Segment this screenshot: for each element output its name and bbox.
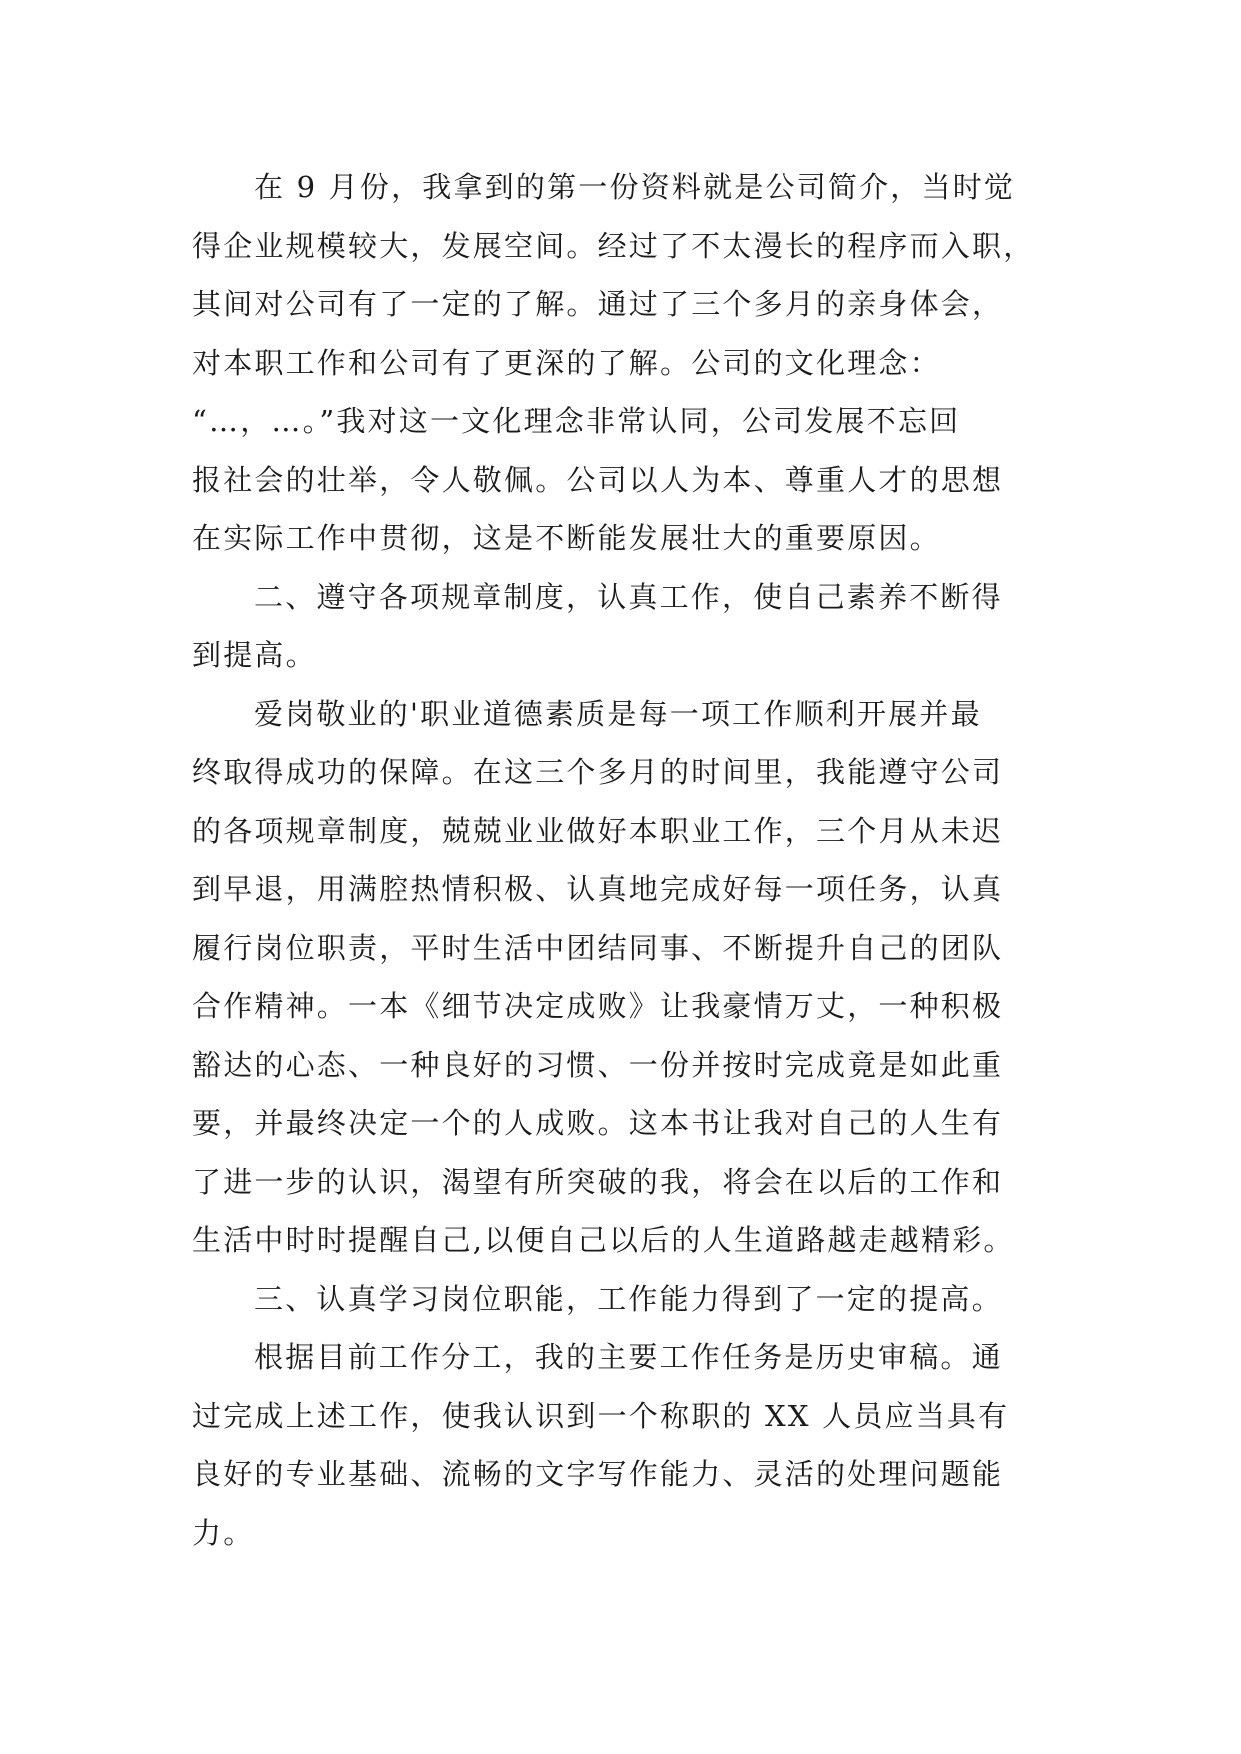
text-line: 根据目前工作分工，我的主要工作任务是历史审稿。通 — [254, 1340, 1003, 1374]
text-line: 合作精神。一本《细节决定成败》让我豪情万丈，一种积极 — [192, 989, 1004, 1023]
text-line: 力。 — [192, 1515, 255, 1550]
text-line: 要，并最终决定一个的人成败。这本书让我对自己的人生有 — [192, 1106, 1004, 1140]
text-line: 爱岗敬业的'职业道德素质是每一项工作顺利开展并最 — [254, 696, 982, 731]
text-line: 良好的专业基础、流畅的文字写作能力、灵活的处理问题能 — [192, 1457, 1004, 1491]
text-line: 生活中时时提醒自己,以便自己以后的人生道路越走越精彩。 — [192, 1223, 1015, 1257]
text-line: 报社会的壮举，令人敬佩。公司以人为本、尊重人才的思想 — [192, 462, 1004, 497]
text-line: 对本职工作和公司有了更深的了解。公司的文化理念： — [192, 345, 941, 380]
text-line: 三、认真学习岗位职能，工作能力得到了一定的提高。 — [254, 1281, 1003, 1316]
text-line: 的各项规章制度，兢兢业业做好本职业工作，三个月从未迟 — [192, 813, 1004, 848]
text-line: 豁达的心态、一种良好的习惯、一份并按时完成竟是如此重 — [192, 1047, 1004, 1082]
text-line: 二、遵守各项规章制度，认真工作，使自己素养不断得 — [254, 579, 1003, 614]
text-line: 在 9 月份，我拿到的第一份资料就是公司简介，当时觉 — [254, 170, 1016, 204]
text-line: 到早退，用满腔热情积极、认真地完成好每一项任务，认真 — [192, 872, 1004, 906]
text-line: 在实际工作中贯彻，这是不断能发展壮大的重要原因。 — [192, 521, 941, 555]
text-line: 其间对公司有了一定的了解。通过了三个多月的亲身体会， — [192, 287, 1004, 321]
text-line: 过完成上述工作，使我认识到一个称职的 XX 人员应当具有 — [192, 1398, 1010, 1433]
text-line: 得企业规模较大，发展空间。经过了不太漫长的程序而入职， — [192, 228, 1035, 263]
text-line: 了进一步的认识，渴望有所突破的我，将会在以后的工作和 — [192, 1164, 1004, 1199]
text-line: 终取得成功的保障。在这三个多月的时间里，我能遵守公司 — [192, 755, 1004, 789]
body-text — [192, 158, 1052, 1562]
text-line: 到提高。 — [192, 638, 317, 672]
text-line: 履行岗位职责，平时生活中团结同事、不断提升自己的团队 — [192, 930, 1004, 965]
text-line: “…，…。”我对这一文化理念非常认同，公司发展不忘回 — [192, 404, 961, 438]
